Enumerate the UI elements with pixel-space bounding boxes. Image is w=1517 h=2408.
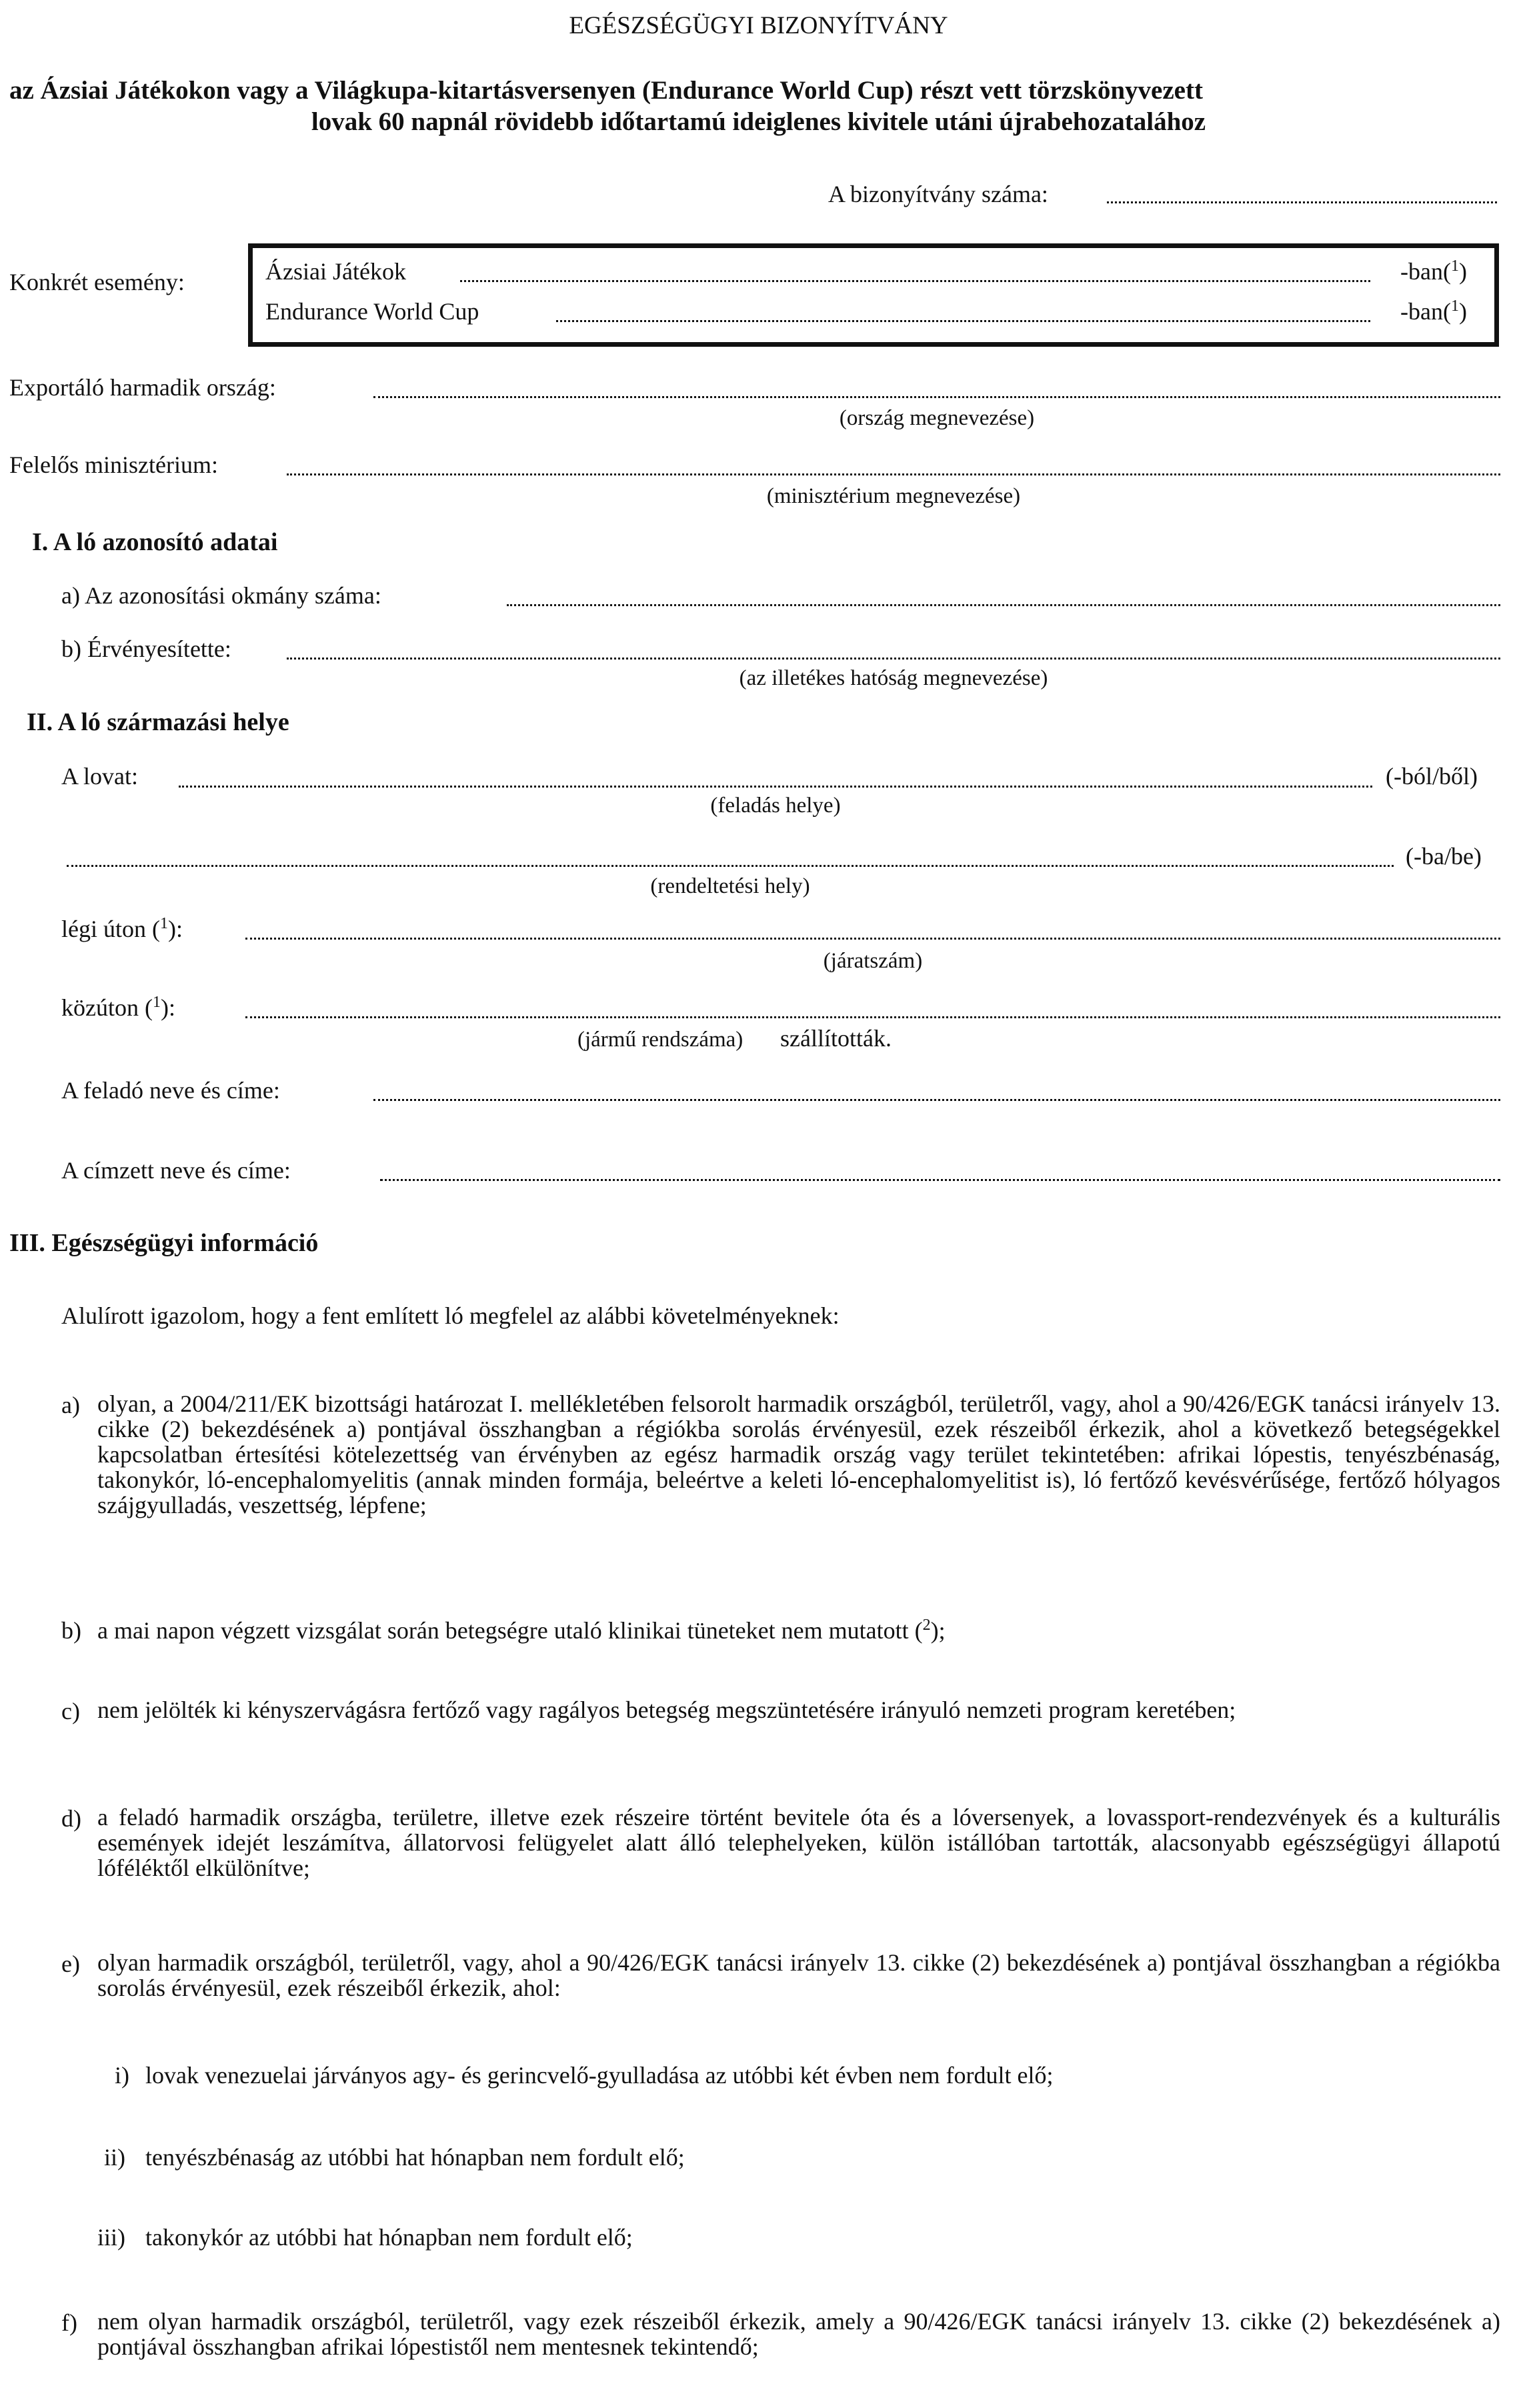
- subitem-i-text: lovak venezuelai járványos agy- és gerincvelő-gyulladása az utóbbi két évben nem fordult elő;: [145, 2062, 1054, 2089]
- item-b-label: b): [61, 1617, 81, 1644]
- section-1-title: I. A ló azonosító adatai: [32, 528, 278, 556]
- validated-by-field[interactable]: [287, 658, 1500, 660]
- cert-number-label: A bizonyítvány száma:: [828, 181, 1048, 207]
- validated-by-caption: (az illetékes hatóság megnevezése): [739, 666, 1048, 690]
- event-option-asian-games[interactable]: Ázsiai Játékok: [265, 258, 406, 285]
- ministry-caption: (minisztérium megnevezése): [766, 484, 1021, 508]
- destination-caption: (rendeltetési hely): [650, 874, 810, 898]
- section-3-intro: Alulírott igazolom, hogy a fent említett ló megfelel az alábbi követelményeknek:: [61, 1302, 840, 1329]
- section-2-title: II. A ló származási helye: [27, 708, 289, 736]
- subitem-iii-text: takonykór az utóbbi hat hónapban nem fordult elő;: [145, 2224, 633, 2251]
- event-option-endurance-suffix: -ban($^1$): [1400, 297, 1467, 325]
- item-c-label: c): [61, 1698, 80, 1724]
- destination-suffix: (-ba/be): [1406, 843, 1482, 870]
- event-option-endurance-world-cup[interactable]: Endurance World Cup: [265, 298, 479, 325]
- item-f-text: nem olyan harmadik országból, területről, vagy ezek részeiből érkezik, amely a 90/426/EGK tanácsi irányelv 13. cikke (2) bekezdésének a) pontjával összhangban afrikai lópestistől nem mentesnek tekintendő;: [97, 2308, 1500, 2360]
- recipient-label: A címzett neve és címe:: [61, 1157, 291, 1184]
- vehicle-registration-caption: (jármű rendszáma): [577, 1028, 743, 1052]
- dispatch-place-caption: (feladás helye): [710, 794, 841, 818]
- item-c-text: nem jelölték ki kényszervágásra fertőző vagy ragályos betegség megszüntetésére irányuló nemzeti program keretében;: [97, 1696, 1236, 1723]
- item-d-text: a feladó harmadik országba, területre, illetve ezek részeire történt bevitele óta és a lóversenyek, a lovassport-rendezvények és a kulturális események idejét leszámítva, állatorvosi felügyelet alatt álló telephelyeken, külön istállóban tartották, alacsonyabb egészségügyi állapotú lóféléktől elkülönítve;: [97, 1804, 1500, 1881]
- cert-number-field[interactable]: [1107, 201, 1497, 203]
- item-b-text: a mai napon végzett vizsgálat során betegségre utaló klinikai tüneteket nem mutatott ($^2$);: [97, 1616, 946, 1644]
- document-subtitle-line1: az Ázsiai Játékokon vagy a Világkupa-kitartásversenyen (Endurance World Cup) részt vett törzskönyvezett: [9, 76, 1203, 105]
- id-document-number-field[interactable]: [507, 604, 1500, 606]
- transported-text: szállították.: [780, 1025, 892, 1052]
- event-box: [248, 243, 1499, 347]
- exporting-country-caption: (ország megnevezése): [839, 406, 1035, 430]
- by-air-label: légi úton ($^1$):: [61, 915, 183, 942]
- exporting-country-label: Exportáló harmadik ország:: [9, 374, 276, 401]
- subitem-ii-label: ii): [104, 2144, 125, 2171]
- by-road-label: közúton ($^1$):: [61, 994, 175, 1021]
- exporting-country-field[interactable]: [373, 396, 1500, 398]
- event-option-asian-games-suffix: -ban($^1$): [1400, 257, 1467, 285]
- ministry-label: Felelős minisztérium:: [9, 451, 218, 478]
- subitem-iii-label: iii): [97, 2224, 125, 2251]
- item-f-label: f): [61, 2309, 77, 2336]
- vehicle-registration-field[interactable]: [245, 1016, 1500, 1018]
- event-option-endurance-leader: [556, 320, 1370, 322]
- sender-label: A feladó neve és címe:: [61, 1077, 280, 1104]
- dispatch-place-suffix: (-ból/ből): [1386, 763, 1478, 790]
- horse-dispatch-label: A lovat:: [61, 763, 138, 790]
- event-label: Konkrét esemény:: [9, 269, 185, 295]
- document-title: EGÉSZSÉGÜGYI BIZONYÍTVÁNY: [569, 12, 948, 39]
- validated-by-label: b) Érvényesítette:: [61, 636, 231, 662]
- item-d-label: d): [61, 1805, 81, 1832]
- item-e-text: olyan harmadik országból, területről, vagy, ahol a 90/426/EGK tanácsi irányelv 13. cikke (2) bekezdésének a) pontjával összhangban a régiókba sorolás érvényesül, ezek részeiből érkezik, ahol:: [97, 1949, 1500, 2001]
- dispatch-place-field[interactable]: [179, 786, 1372, 788]
- section-3-title: III. Egészségügyi információ: [9, 1229, 319, 1257]
- flight-number-caption: (járatszám): [823, 949, 923, 973]
- subitem-ii-text: tenyészbénaság az utóbbi hat hónapban nem fordult elő;: [145, 2144, 685, 2171]
- flight-number-field[interactable]: [245, 938, 1500, 940]
- recipient-field[interactable]: [380, 1179, 1500, 1181]
- item-e-label: e): [61, 1951, 80, 1977]
- document-subtitle-line2: lovak 60 napnál rövidebb időtartamú ideiglenes kivitele utáni újrabehozatalához: [311, 107, 1206, 136]
- subitem-i-label: i): [115, 2062, 129, 2089]
- event-option-asian-games-leader: [460, 280, 1370, 282]
- destination-field[interactable]: [67, 865, 1394, 867]
- ministry-field[interactable]: [287, 473, 1500, 475]
- item-a-text: olyan, a 2004/211/EK bizottsági határozat I. mellékletében felsorolt harmadik országból, területről, vagy, ahol a 90/426/EGK tanácsi irányelv 13. cikke (2) bekezdésének a) pontjával összhangban a régiókba sorolás érvényesül, ezek részeiből érkezik, ahol a következő betegségekkel kapcsolatban értesítési kötelezettség van érvényben az egész harmadik ország vagy terület tekintetében: afrikai lópestis, tenyészbénaság, takonykór, ló-encephalomyelitis (annak minden formája, beleértve a keleti ló-encephalomyelitist is), ló fertőző kevésvérűsége, fertőző hólyagos szájgyulladás, veszettség, lépfene;: [97, 1390, 1500, 1518]
- item-a-label: a): [61, 1392, 80, 1418]
- id-document-number-label: a) Az azonosítási okmány száma:: [61, 582, 381, 609]
- sender-field[interactable]: [373, 1099, 1500, 1101]
